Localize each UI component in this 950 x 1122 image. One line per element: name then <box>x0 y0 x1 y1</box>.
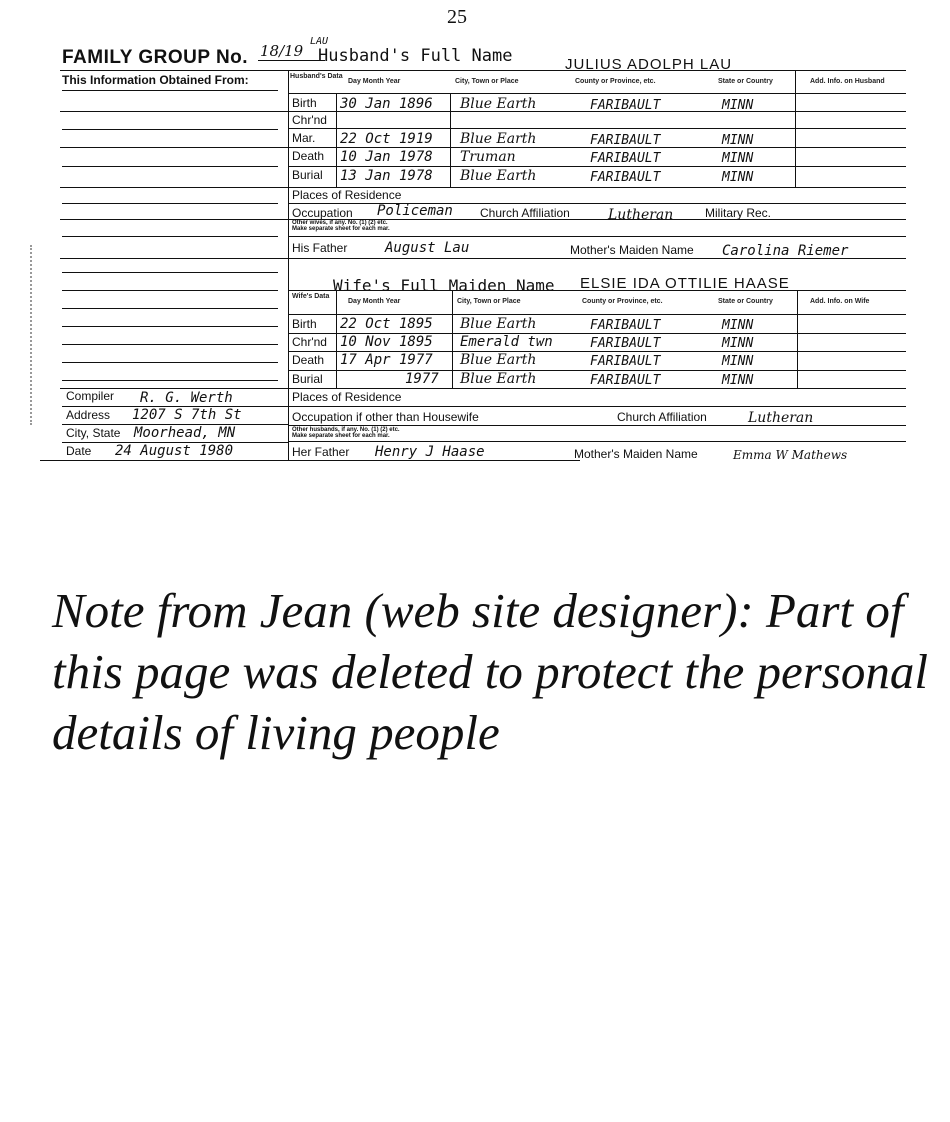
husband-name: JULIUS ADOLPH LAU <box>565 56 733 73</box>
wife-church: Lutheran <box>748 410 814 426</box>
her-father-label: Her Father <box>292 445 350 459</box>
add-info-wife-header: Add. Info. on Wife <box>810 298 870 305</box>
city-label: City, State <box>66 426 121 440</box>
his-father-label: His Father <box>292 241 348 255</box>
wife-church-label: Church Affiliation <box>617 410 707 424</box>
family-group-number: 18/19 <box>258 42 325 61</box>
husband-church-label: Church Affiliation <box>480 206 570 220</box>
his-mother: Carolina Riemer <box>722 243 849 259</box>
designer-note: Note from Jean (web site designer): Part of this page was deleted to protect the personal details of living people <box>52 583 928 760</box>
husband-label: Husband's Full Name <box>318 46 513 66</box>
page-number: 25 <box>447 6 467 28</box>
husband-church: Lutheran <box>608 207 674 223</box>
his-father: August Lau <box>385 240 470 256</box>
wife-name: ELSIE IDA OTTILIE HAASE <box>580 275 790 292</box>
compiler-label: Compiler <box>66 389 115 403</box>
her-father: Henry J Haase <box>375 444 485 460</box>
date-label: Date <box>66 444 92 458</box>
military-label: Military Rec. <box>705 206 772 220</box>
add-info-husband-header: Add. Info. on Husband <box>810 78 885 85</box>
family-group-note: LAU <box>310 36 329 47</box>
wife-residence-label: Places of Residence <box>292 390 402 404</box>
husband-residence-label: Places of Residence <box>292 188 402 202</box>
date: 24 August 1980 <box>115 443 234 459</box>
dmy-header: Day Month Year <box>348 78 401 85</box>
address-label: Address <box>66 408 111 422</box>
her-mother: Emma W Mathews <box>733 448 848 462</box>
wife-state-header: State or Country <box>718 298 773 305</box>
other-husbands-note-2: Make separate sheet for each mar. <box>292 433 390 439</box>
his-mother-label: Mother's Maiden Name <box>570 243 694 257</box>
wife-data-header: Wife's Data <box>292 293 330 300</box>
margin-scan-marks <box>30 245 54 425</box>
wife-dmy-header: Day Month Year <box>348 298 401 305</box>
wife-label: Wife's Full Maiden Name <box>333 276 555 295</box>
husband-occupation-label: Occupation <box>292 206 353 220</box>
add-info-divider <box>795 70 796 188</box>
city-header: City, Town or Place <box>455 78 519 85</box>
other-wives-note-2: Make separate sheet for each mar. <box>292 226 390 232</box>
form-title: FAMILY GROUP No. <box>62 47 249 68</box>
wife-add-info-divider <box>797 290 798 388</box>
other-wives-note: Other wives, if any. No. (1) (2) etc. <box>292 220 388 226</box>
wife-city-header: City, Town or Place <box>457 298 521 305</box>
city: Moorhead, MN <box>134 425 236 441</box>
county-header: County or Province, etc. <box>575 78 656 85</box>
compiler: R. G. Werth <box>140 390 233 406</box>
her-mother-label: Mother's Maiden Name <box>574 447 698 461</box>
husband-occupation: Policeman <box>377 203 453 219</box>
top-rule <box>60 70 906 71</box>
obtained-from-label: This Information Obtained From: <box>62 73 249 87</box>
other-husbands-note: Other husbands, if any. No. (1) (2) etc. <box>292 427 400 433</box>
state-header: State or Country <box>718 78 773 85</box>
wife-county-header: County or Province, etc. <box>582 298 663 305</box>
address: 1207 S 7th St <box>132 407 242 423</box>
wife-occupation-label: Occupation if other than Housewife <box>292 410 479 424</box>
husband-data-header: Husband's Data <box>290 73 343 80</box>
